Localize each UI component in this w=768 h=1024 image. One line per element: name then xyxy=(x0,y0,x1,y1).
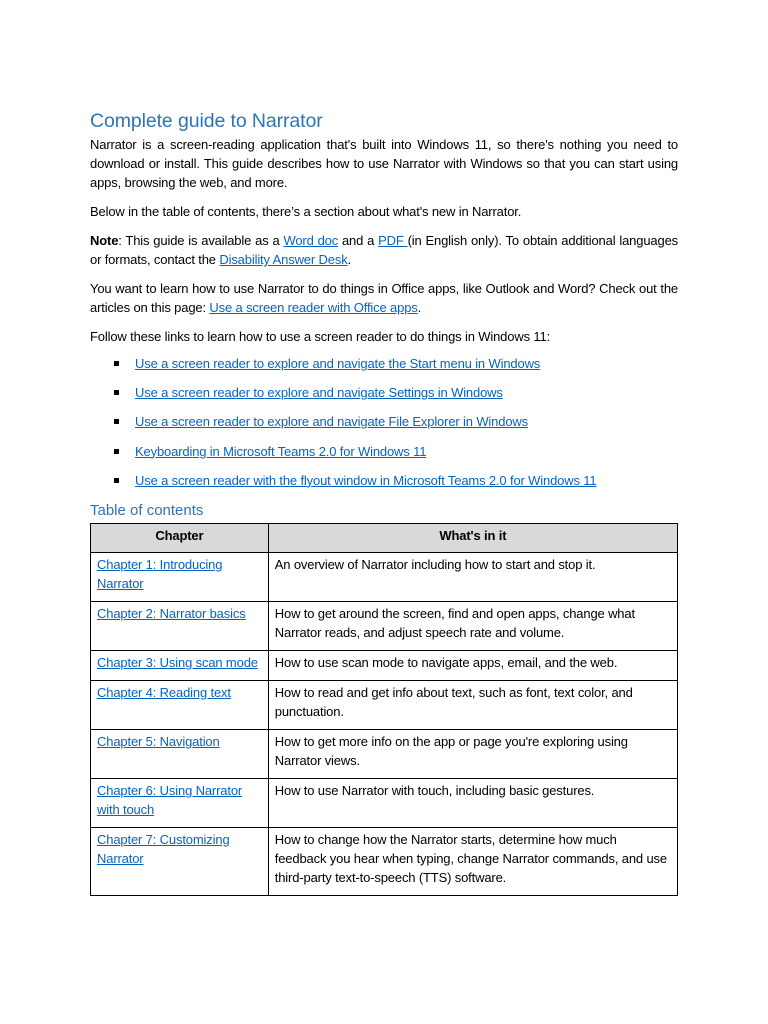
toc-heading: Table of contents xyxy=(90,501,204,519)
follow-paragraph: Follow these links to learn how to use a screen reader to do things in Windows 11: xyxy=(90,329,551,344)
description-cell: How to read and get info about text, such as font, text color, and punctuation. xyxy=(268,680,677,729)
table-row xyxy=(91,827,678,895)
chapter-cell xyxy=(91,552,269,601)
bullet-icon xyxy=(114,361,119,366)
chapter-6-link[interactable]: Chapter 6: Using Narrator with touch xyxy=(97,782,243,817)
chapter-cell xyxy=(91,778,269,827)
table-header-row xyxy=(91,523,678,552)
toc-note-paragraph: Below in the table of contents, there’s a section about what's new in Narrator. xyxy=(90,204,522,219)
chapter-2-link[interactable]: Chapter 2: Narrator basics xyxy=(97,605,246,621)
chapter-7-link[interactable]: Chapter 7: Customizing Narrator xyxy=(97,831,230,866)
page-title: Complete guide to Narrator xyxy=(90,110,323,132)
office-apps-link[interactable]: Use a screen reader with Office apps xyxy=(209,300,418,315)
table-row xyxy=(91,601,678,650)
chapter-5-link[interactable]: Chapter 5: Navigation xyxy=(97,733,220,749)
list-item xyxy=(90,471,678,490)
office-text: You want to learn how to use Narrator to do things in Office apps, like Outlook and Word? Check out the articles on this page: xyxy=(90,281,678,315)
windows-links-list xyxy=(90,354,678,490)
chapter-4-link[interactable]: Chapter 4: Reading text xyxy=(97,684,231,700)
file-explorer-link[interactable]: Use a screen reader to explore and navigate File Explorer in Windows xyxy=(135,414,529,430)
whats-in-it-column-header: What's in it xyxy=(268,523,677,552)
list-item xyxy=(90,383,678,402)
teams-keyboarding-link[interactable]: Keyboarding in Microsoft Teams 2.0 for Windows 11 xyxy=(135,443,427,459)
chapter-3-link[interactable]: Chapter 3: Using scan mode xyxy=(97,654,258,670)
description-cell: How to get more info on the app or page you're exploring using Narrator views. xyxy=(268,729,677,778)
note-label: Note xyxy=(90,233,119,248)
table-row xyxy=(91,778,678,827)
note-text-3: (in English only). To obtain additional languages or formats, contact the xyxy=(90,233,678,267)
table-row xyxy=(91,650,678,680)
teams-flyout-link[interactable]: Use a screen reader with the flyout window in Microsoft Teams 2.0 for Windows 11 xyxy=(135,472,597,488)
description-cell: An overview of Narrator including how to start and stop it. xyxy=(268,552,677,601)
chapter-1-link[interactable]: Chapter 1: Introducing Narrator xyxy=(97,556,223,591)
list-item xyxy=(90,354,678,373)
intro-paragraph: Narrator is a screen-reading application that's built into Windows 11, so there's nothing you need to download or install. This guide describes how to use Narrator with Windows so that you can start using apps, browsing the web, and more. xyxy=(90,137,678,190)
chapter-cell xyxy=(91,827,269,895)
list-item xyxy=(90,442,678,461)
bullet-icon xyxy=(114,390,119,395)
table-row xyxy=(91,552,678,601)
note-text-2: and a xyxy=(338,233,379,248)
chapter-cell xyxy=(91,650,269,680)
settings-link[interactable]: Use a screen reader to explore and navigate Settings in Windows xyxy=(135,385,503,401)
word-doc-link[interactable]: Word doc xyxy=(283,233,339,248)
note-text-4: . xyxy=(347,252,352,267)
pdf-link[interactable]: PDF xyxy=(378,233,408,248)
list-item xyxy=(90,412,678,431)
table-row xyxy=(91,729,678,778)
description-cell: How to use Narrator with touch, including basic gestures. xyxy=(268,778,677,827)
description-cell: How to use scan mode to navigate apps, email, and the web. xyxy=(268,650,677,680)
chapter-cell xyxy=(91,680,269,729)
disability-answer-desk-link[interactable]: Disability Answer Desk xyxy=(219,252,348,267)
chapter-cell xyxy=(91,729,269,778)
note-text-1: : This guide is available as a xyxy=(118,233,284,248)
document-content xyxy=(90,108,678,896)
chapter-column-header: Chapter xyxy=(91,523,269,552)
bullet-icon xyxy=(114,449,119,454)
description-cell: How to get around the screen, find and open apps, change what Narrator reads, and adjust speech rate and volume. xyxy=(268,601,677,650)
table-row xyxy=(91,680,678,729)
bullet-icon xyxy=(114,419,119,424)
toc-table xyxy=(90,523,678,896)
start-menu-link[interactable]: Use a screen reader to explore and navigate the Start menu in Windows xyxy=(135,356,541,371)
chapter-cell xyxy=(91,601,269,650)
bullet-icon xyxy=(114,478,119,483)
description-cell: How to change how the Narrator starts, determine how much feedback you hear when typing, change Narrator commands, and use third-party text-to-speech (TTS) software. xyxy=(268,827,677,895)
office-paragraph xyxy=(90,279,678,317)
office-end: . xyxy=(417,300,422,315)
note-paragraph xyxy=(90,231,678,269)
